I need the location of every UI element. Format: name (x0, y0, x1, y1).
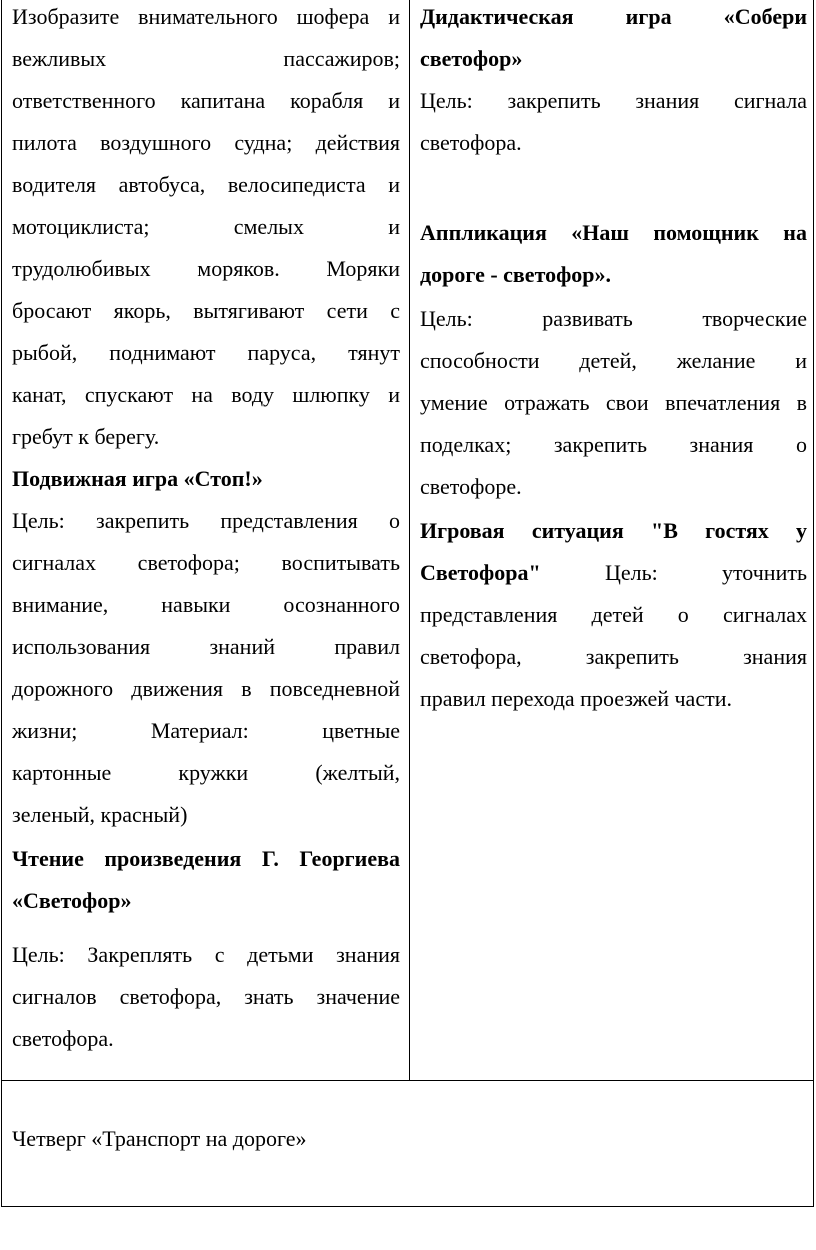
game-title: Подвижная игра «Стоп!» (12, 466, 263, 491)
text-line: трудолюбивых моряков. Моряки (12, 256, 400, 281)
applique-title (420, 212, 807, 296)
game-description (12, 500, 400, 836)
reading-description (12, 934, 400, 1060)
text-line: канат, спускают на воду шлюпку и (12, 382, 400, 407)
text-line: Дидактическая игра «Собери (420, 4, 807, 29)
text-line: Цель: закрепить представления о (12, 508, 400, 533)
activity-description (12, 0, 400, 458)
text-line: Изобразите внимательного шофера и (12, 4, 400, 29)
text-line: сигналах светофора; воспитывать (12, 550, 400, 575)
schedule-table (1, 0, 814, 1207)
didactic-title (420, 0, 807, 80)
text-line: жизни; Материал: цветные (12, 718, 400, 743)
game-situation (420, 510, 807, 720)
situation-title-part: Светофора" (420, 560, 541, 585)
text-line: Цель: закрепить знания сигнала (420, 88, 807, 113)
text-line: Цель: развивать творческие (420, 306, 807, 331)
text-line: светофора, закрепить знания (420, 644, 807, 669)
text-line: способности детей, желание и (420, 348, 807, 373)
text-line: Цель: Закреплять с детьми знания (12, 942, 400, 967)
text-line: картонные кружки (желтый, (12, 760, 400, 785)
didactic-description (420, 80, 807, 164)
text-line: светофора. (420, 130, 522, 155)
text-line: Аппликация «Наш помощник на (420, 220, 807, 245)
text-line: дорожного движения в повседневной (12, 676, 400, 701)
text-line: бросают якорь, вытягивают сети с (12, 298, 400, 323)
text-line: дороге - светофор». (420, 262, 612, 287)
situation-goal-part: Цель: уточнить (540, 560, 807, 585)
text-line: мотоциклиста; смелых и (12, 214, 400, 239)
text-line: представления детей о сигналах (420, 602, 807, 627)
text-line: водителя автобуса, велосипедиста и (12, 172, 400, 197)
text-line: зеленый, красный) (12, 802, 188, 827)
text-line: поделках; закрепить знания о (420, 432, 807, 457)
text-line: сигналов светофора, знать значение (12, 984, 400, 1009)
text-line: Чтение произведения Г. Георгиева (12, 846, 400, 871)
text-line: светофора. (12, 1026, 114, 1051)
text-line: внимание, навыки осознанного (12, 592, 400, 617)
text-line: правил перехода проезжей части. (420, 686, 732, 711)
text-line: Игровая ситуация "В гостях у (420, 518, 807, 543)
row-divider (2, 1080, 813, 1081)
text-line (420, 552, 807, 594)
text-line: умение отражать свои впечатления в (420, 390, 807, 415)
text-line: светофоре. (420, 474, 522, 499)
text-line: использования знаний правил (12, 634, 400, 659)
text-line: вежливых пассажиров; (12, 46, 400, 71)
text-line: ответственного капитана корабля и (12, 88, 400, 113)
text-line: гребут к берегу. (12, 424, 160, 449)
column-divider (409, 0, 410, 1080)
day-heading: Четверг «Транспорт на дороге» (12, 1126, 307, 1151)
applique-description (420, 298, 807, 508)
text-line: рыбой, поднимают паруса, тянут (12, 340, 400, 365)
text-line: «Светофор» (12, 888, 132, 913)
text-line: пилота воздушного судна; действия (12, 130, 400, 155)
text-line: светофор» (420, 46, 523, 71)
reading-title (12, 838, 400, 922)
